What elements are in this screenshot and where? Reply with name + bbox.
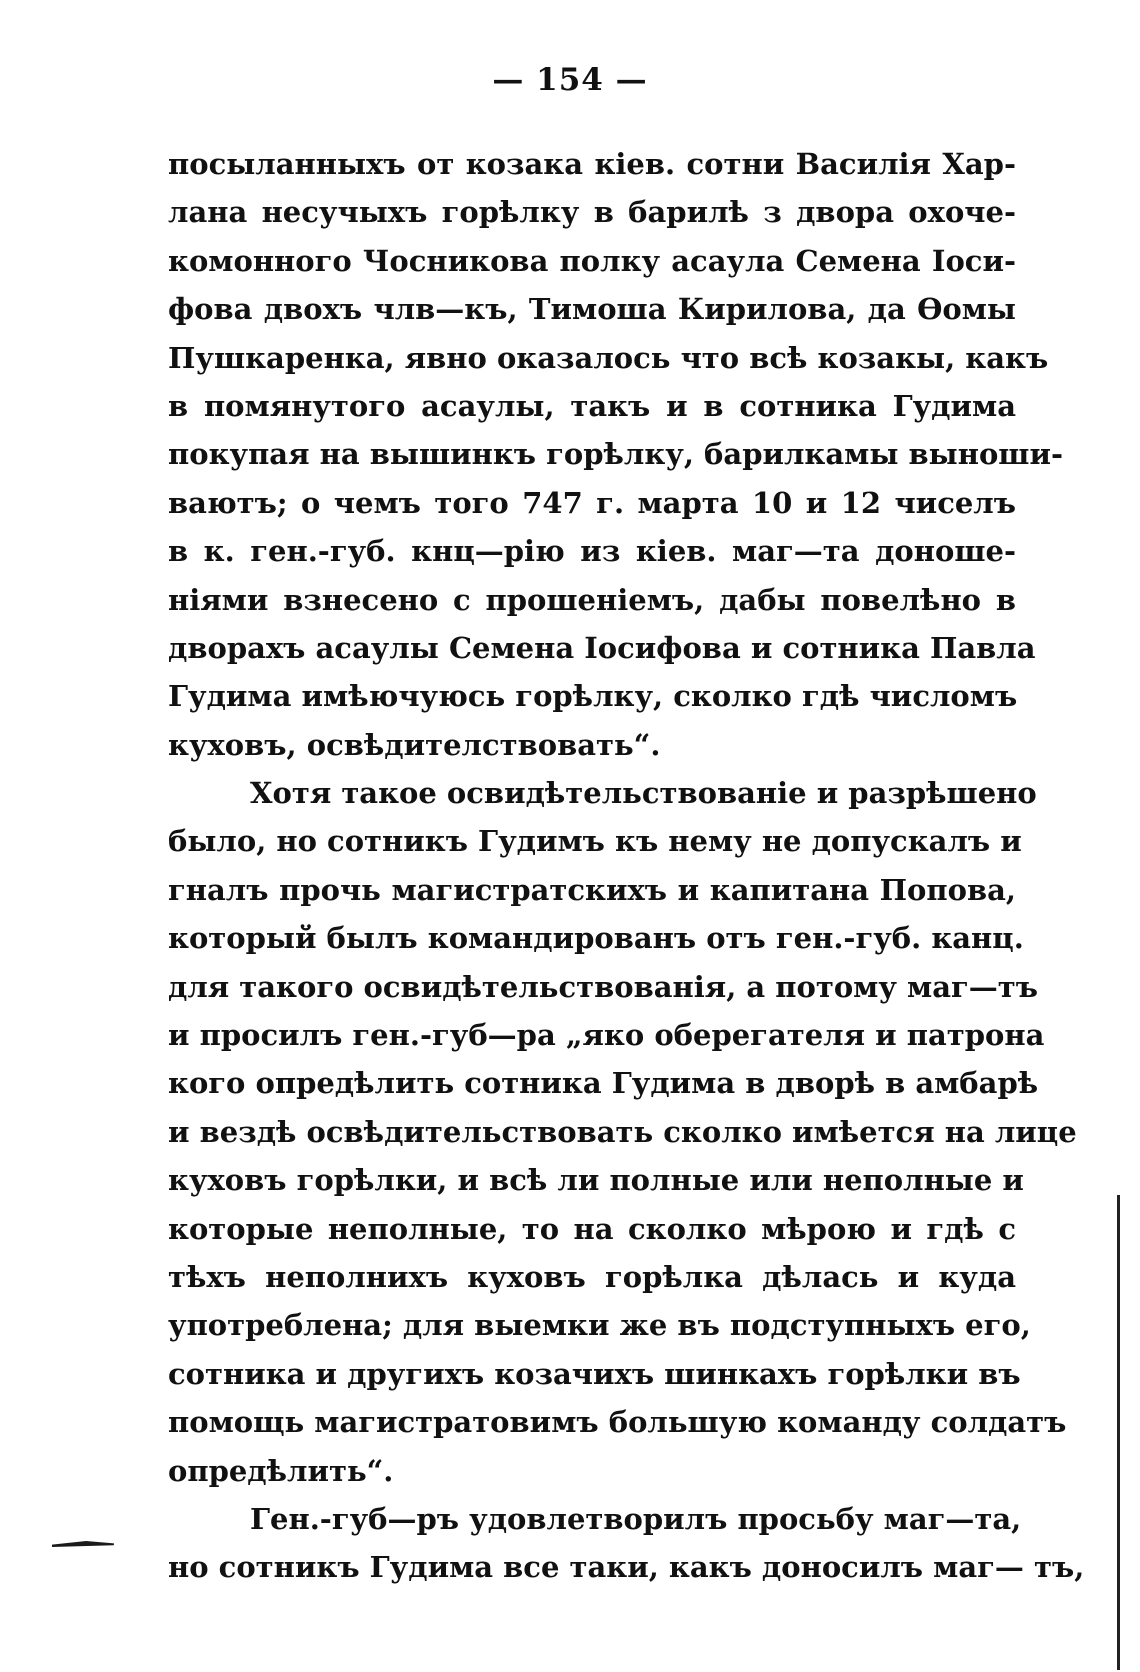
text-line: которые неполные, то на сколко мѣрою и гдѣ с xyxy=(168,1211,1016,1246)
text-line: но сотникъ Гудима все таки, какъ доносилъ маг— тъ, xyxy=(168,1550,1085,1585)
page-number: — 154 — xyxy=(492,62,648,98)
text-line: употреблена; для выемки же въ подступныхъ его, xyxy=(168,1308,1031,1343)
text-line: фова двохъ члв—къ, Тимоша Кирилова, да Ѳомы xyxy=(168,292,1016,327)
text-line: и вездѣ освѣдительствовать сколко имѣется на лице xyxy=(168,1114,1077,1149)
text-line: тѣхъ неполнихъ куховъ горѣлка дѣлась и куда xyxy=(168,1259,1016,1294)
text-line: и просилъ ген.-губ—ра „яко оберегателя и патрона xyxy=(168,1018,1045,1053)
text-line: было, но сотникъ Гудимъ къ нему не допускалъ и xyxy=(168,824,1022,859)
text-line: опредѣлить“. xyxy=(168,1453,394,1488)
text-line: куховъ, освѣдителствовать“. xyxy=(168,727,661,762)
text-line: Хотя такое освидѣтельствованіе и разрѣшено xyxy=(250,776,1037,811)
text-line: сотника и другихъ козачихъ шинкахъ горѣлки въ xyxy=(168,1356,1021,1391)
text-line: для такого освидѣтельствованія, а потому маг—тъ xyxy=(168,969,1038,1004)
text-line: дворахъ асаулы Семена Іосифова и сотника Павла xyxy=(168,630,1036,665)
text-line: ваютъ; о чемъ того 747 г. марта 10 и 12 чиселъ xyxy=(168,485,1016,520)
text-line: который былъ командированъ отъ ген.-губ. канц. xyxy=(168,921,1024,956)
text-line: в помянутого асаулы, такъ и в сотника Гудима xyxy=(168,388,1016,423)
text-line: посыланныхъ от козака кіев. сотни Василія Хар- xyxy=(168,147,1016,181)
margin-mark xyxy=(52,1541,114,1547)
text-line: Ген.-губ—ръ удовлетворилъ просьбу маг—та, xyxy=(250,1501,1022,1536)
page-edge-rule xyxy=(1117,1195,1120,1670)
text-line: гналъ прочь магистратскихъ и капитана Попова, xyxy=(168,872,1016,907)
text-line: покупая на вышинкъ горѣлку, барилкамы выноши- xyxy=(168,437,1064,472)
text-line: Гудима имѣючуюсь горѣлку, сколко гдѣ числомъ xyxy=(168,679,1018,714)
text-line: Пушкаренка, явно оказалось что всѣ козакы, какъ xyxy=(168,340,1049,375)
body-text xyxy=(168,140,1085,1592)
text-line: кого опредѣлить сотника Гудима в дворѣ в амбарѣ xyxy=(168,1066,1039,1101)
text-line: в к. ген.-губ. кнц—рію из кіев. маг—та доноше- xyxy=(168,534,1016,569)
text-line: лана несучыхъ горѣлку в барилѣ з двора охоче- xyxy=(168,195,1016,230)
text-line: ніями взнесено с прошеніемъ, дабы повелѣно в xyxy=(168,582,1016,617)
text-line: помощь магистратовимъ большую команду солдатъ xyxy=(168,1405,1067,1440)
text-line: комонного Чосникова полку асаула Семена Іоси- xyxy=(168,243,1016,278)
text-line: куховъ горѣлки, и всѣ ли полные или неполные и xyxy=(168,1163,1024,1198)
